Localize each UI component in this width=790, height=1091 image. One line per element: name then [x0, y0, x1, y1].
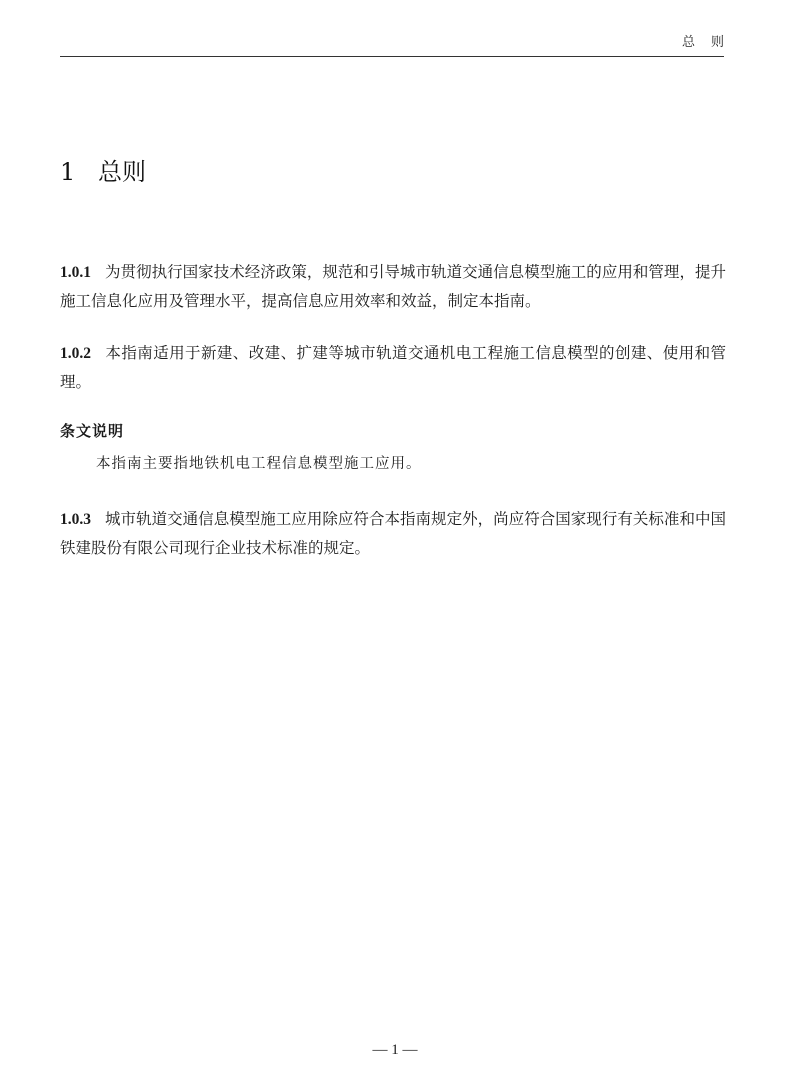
clause-1-0-1: [60, 258, 726, 315]
explanation-heading: 条文说明: [60, 422, 125, 440]
clause-number: 1.0.1: [60, 264, 91, 281]
clause-number: 1.0.2: [60, 345, 91, 362]
explanation-text: 本指南主要指地铁机电工程信息模型施工应用。: [96, 456, 422, 472]
clause-text: 城市轨道交通信息模型施工应用除应符合本指南规定外，尚应符合国家现行有关标准和中国铁建股份有限公司现行企业技术标准的规定。: [60, 510, 726, 557]
clause-1-0-2: [60, 339, 726, 396]
chapter-title: [60, 156, 146, 188]
clause-number: 1.0.3: [60, 511, 91, 528]
chapter-title-text: 总则: [98, 158, 146, 186]
running-header: [60, 34, 740, 57]
running-header-title: 总则: [681, 35, 740, 50]
clause-text: 本指南适用于新建、改建、扩建等城市轨道交通机电工程施工信息模型的创建、使用和管理。: [60, 344, 726, 391]
clause-text: 为贯彻执行国家技术经济政策，规范和引导城市轨道交通信息模型施工的应用和管理，提升施工信息化应用及管理水平，提高信息应用效率和效益，制定本指南。: [60, 263, 726, 310]
clause-1-0-3: [60, 505, 726, 562]
page-number: — 1 —: [372, 1042, 418, 1058]
chapter-number: 1: [60, 158, 76, 186]
